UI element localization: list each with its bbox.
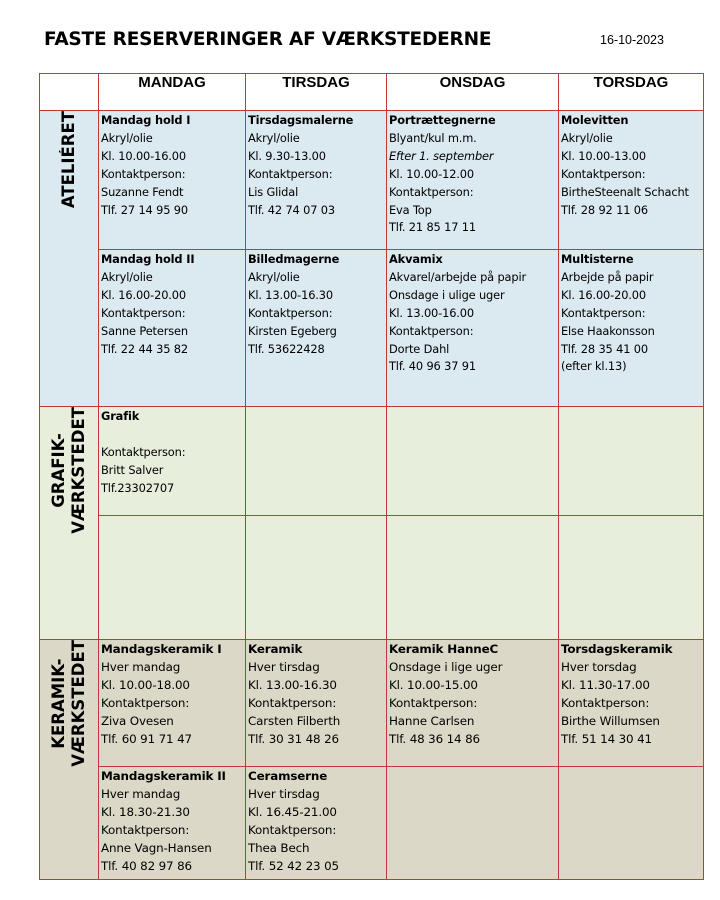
cell-line: Tlf. 40 82 97 86 (101, 858, 192, 873)
cell-line: Tlf. 60 91 71 47 (101, 731, 192, 746)
cell-line: Kl. 10.00-12.00 (389, 166, 474, 181)
cell-line: Tlf. 30 31 48 26 (248, 731, 339, 746)
schedule-cell (246, 111, 387, 250)
schedule-cell (246, 250, 387, 407)
empty-cell (387, 516, 559, 640)
grafik-row-1 (40, 407, 704, 516)
cell-line: Kl. 13.00-16.30 (248, 287, 333, 302)
cell-line: Kirsten Egeberg (248, 323, 337, 338)
cell-line: Onsdage i lige uger (389, 659, 503, 674)
schedule-cell (559, 111, 704, 250)
group-title: Grafik (101, 409, 140, 423)
cell-line: Dorte Dahl (389, 341, 450, 356)
cell-line: Tlf. 40 96 37 91 (389, 359, 476, 374)
cell-line: Tlf. 52 42 23 05 (248, 858, 339, 873)
group-title: Akvamix (389, 252, 443, 266)
cell-line: Tlf. 28 92 11 06 (561, 202, 648, 217)
cell-line: Akryl/olie (101, 269, 153, 284)
cell-line: Kl. 16.00-20.00 (101, 287, 186, 302)
cell-line: Tlf.23302707 (101, 480, 175, 495)
group-title: Torsdagskeramik (561, 642, 673, 656)
empty-cell (559, 516, 704, 640)
cell-line: Sanne Petersen (101, 323, 188, 338)
cell-line: Kl. 13.00-16.30 (248, 677, 337, 692)
atelier-row-1 (40, 111, 704, 250)
schedule-cell (559, 250, 704, 407)
section-label-text: KERAMIK- VÆRKSTEDET (49, 640, 88, 767)
group-title: Tirsdagsmalerne (248, 113, 354, 127)
group-title: Multisterne (561, 252, 634, 266)
cell-line: Tlf. 51 14 30 41 (561, 731, 652, 746)
section-label-text: GRAFIK- VÆRKSTEDET (49, 407, 88, 534)
group-title: Ceramserne (248, 769, 328, 783)
cell-line: Lis Glidal (248, 184, 299, 199)
empty-cell (559, 407, 704, 516)
cell-line: Kontaktperson: (561, 695, 650, 710)
schedule-cell (387, 640, 559, 767)
schedule-cell (99, 640, 246, 767)
empty-cell (246, 516, 387, 640)
cell-line: Kl. 10.00-16.00 (101, 148, 186, 163)
empty-cell (246, 407, 387, 516)
cell-line: Onsdage i ulige uger (389, 287, 505, 302)
cell-line: Kl. 10.00-18.00 (101, 677, 190, 692)
cell-line: Kontaktperson: (561, 305, 646, 320)
cell-line: Kl. 10.00-13.00 (561, 148, 646, 163)
schedule-cell (387, 111, 559, 250)
empty-cell (559, 767, 704, 880)
cell-line: (efter kl.13) (561, 359, 627, 374)
cell-line: Hver tirsdag (248, 786, 320, 801)
cell-line: Kontaktperson: (101, 305, 186, 320)
group-title: Mandag hold II (101, 252, 195, 266)
grafik-row-2 (40, 516, 704, 640)
cell-line: Kontaktperson: (101, 444, 186, 459)
schedule-cell (246, 640, 387, 767)
cell-line: Anne Vagn-Hansen (101, 840, 212, 855)
cell-line: Kl. 16.45-21.00 (248, 804, 337, 819)
keramik-row-1 (40, 640, 704, 767)
cell-line: Tlf. 27 14 95 90 (101, 202, 188, 217)
corner-cell (40, 74, 99, 111)
group-title: Molevitten (561, 113, 629, 127)
cell-line: Akryl/olie (101, 130, 153, 145)
cell-line: Kontaktperson: (248, 695, 337, 710)
cell-line: Hver torsdag (561, 659, 637, 674)
schedule-cell (99, 111, 246, 250)
cell-line: Akryl/olie (561, 130, 613, 145)
section-label-atelier (40, 111, 99, 407)
cell-line: Hver mandag (101, 659, 181, 674)
cell-line: Hver tirsdag (248, 659, 320, 674)
group-title: Mandagskeramik I (101, 642, 222, 656)
cell-line: Akryl/olie (248, 130, 300, 145)
cell-line: Kontaktperson: (561, 166, 646, 181)
cell-line: Blyant/kul m.m. (389, 130, 477, 145)
cell-line: Birthe Willumsen (561, 713, 660, 728)
group-title: Keramik HanneC (389, 642, 499, 656)
cell-line: Tlf. 53622428 (248, 341, 325, 356)
keramik-row-2 (40, 767, 704, 880)
cell-line: Tlf. 48 36 14 86 (389, 731, 480, 746)
cell-line: Tlf. 28 35 41 00 (561, 341, 648, 356)
cell-line: Kl. 13.00-16.00 (389, 305, 474, 320)
cell-line: Kl. 16.00-20.00 (561, 287, 646, 302)
empty-cell (99, 516, 246, 640)
schedule-cell (99, 767, 246, 880)
day-header-monday: MANDAG (99, 74, 246, 111)
cell-line: Kontaktperson: (101, 695, 190, 710)
group-title: Keramik (248, 642, 303, 656)
cell-line: Kontaktperson: (248, 822, 337, 837)
cell-line: Ziva Ovesen (101, 713, 174, 728)
day-header-wednesday: ONSDAG (387, 74, 559, 111)
cell-line: Hanne Carlsen (389, 713, 475, 728)
cell-line: Kontaktperson: (248, 166, 333, 181)
cell-line: BirtheSteenalt Schacht (561, 184, 689, 199)
group-title: Portrættegnerne (389, 113, 496, 127)
cell-line: Tlf. 21 85 17 11 (389, 220, 476, 235)
cell-line: Kontaktperson: (389, 323, 474, 338)
schedule-cell (99, 250, 246, 407)
group-title: Mandagskeramik II (101, 769, 226, 783)
cell-line: Kl. 11.30-17.00 (561, 677, 650, 692)
day-header-row (40, 74, 704, 111)
section-label-keramik (40, 640, 99, 880)
cell-line: Kontaktperson: (101, 822, 190, 837)
schedule-cell (387, 250, 559, 407)
cell-line: Akvarel/arbejde på papir (389, 269, 526, 284)
cell-line: Kl. 18.30-21.30 (101, 804, 190, 819)
empty-cell (387, 767, 559, 880)
day-header-tuesday: TIRSDAG (246, 74, 387, 111)
schedule-cell (559, 640, 704, 767)
cell-line: Arbejde på papir (561, 269, 654, 284)
section-label-grafik (40, 407, 99, 640)
cell-line: Tlf. 22 44 35 82 (101, 341, 188, 356)
document-date: 16-10-2023 (600, 33, 664, 47)
cell-line: Else Haakonsson (561, 323, 655, 338)
cell-line: Tlf. 42 74 07 03 (248, 202, 335, 217)
empty-cell (387, 407, 559, 516)
group-title: Billedmagerne (248, 252, 340, 266)
cell-line: Akryl/olie (248, 269, 300, 284)
cell-line: Kl. 9.30-13.00 (248, 148, 326, 163)
schedule-cell (99, 407, 246, 516)
section-label-text: ATELIÉRET (59, 111, 78, 209)
group-title: Mandag hold I (101, 113, 191, 127)
cell-line: Suzanne Fendt (101, 184, 184, 199)
cell-line: Kontaktperson: (389, 695, 478, 710)
reservation-table (39, 73, 704, 880)
cell-line (101, 426, 243, 444)
cell-line: Eva Top (389, 202, 432, 217)
atelier-row-2 (40, 250, 704, 407)
schedule-cell (246, 767, 387, 880)
cell-line: Carsten Filberth (248, 713, 341, 728)
cell-line: Kl. 10.00-15.00 (389, 677, 478, 692)
cell-line: Efter 1. september (389, 148, 494, 163)
cell-line: Britt Salver (101, 462, 164, 477)
cell-line: Kontaktperson: (389, 184, 474, 199)
cell-line: Thea Bech (248, 840, 310, 855)
day-header-thursday: TORSDAG (559, 74, 704, 111)
cell-line: Hver mandag (101, 786, 181, 801)
page-title: FASTE RESERVERINGER AF VÆRKSTEDERNE (44, 29, 492, 50)
cell-line: Kontaktperson: (101, 166, 186, 181)
cell-line: Kontaktperson: (248, 305, 333, 320)
